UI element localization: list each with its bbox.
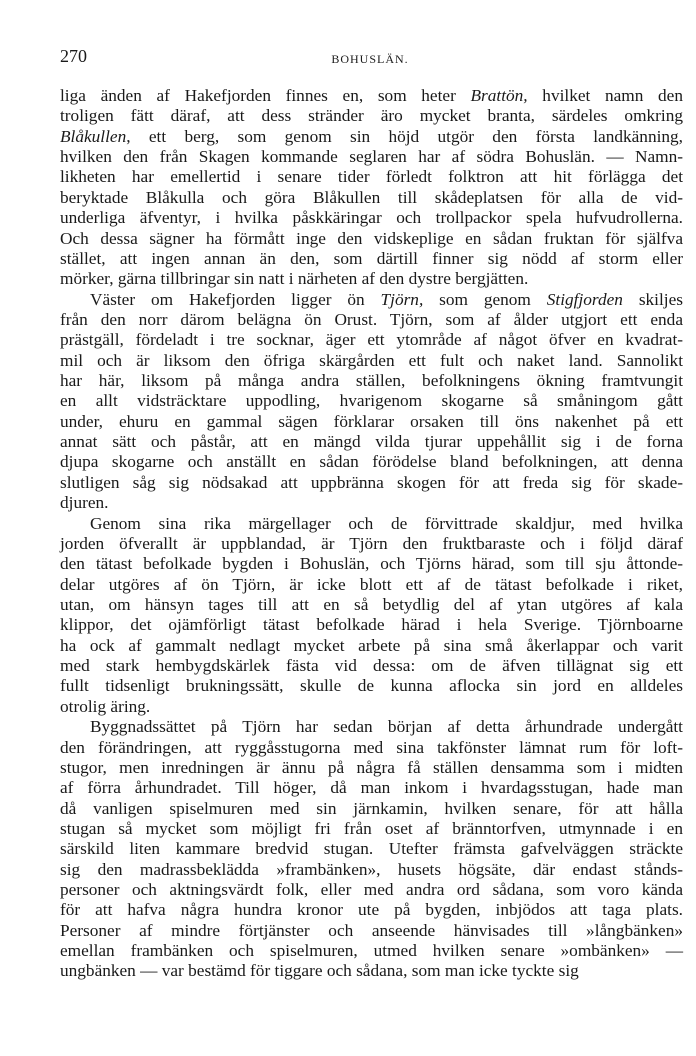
text-segment: då vanligen spiselmuren med sin järnkamin, hvilken senare, för att hålla: [60, 798, 683, 818]
text-line: [60, 534, 683, 554]
text-line: [60, 127, 683, 147]
paragraph: [60, 717, 683, 982]
text-segment: särskild liten kammare bredvid stugan. Utefter främsta gafvelväggen sträckte: [60, 839, 683, 859]
text-segment: hvilken den från Skagen kommande seglaren har af södra Bohuslän. — Namn-: [60, 147, 683, 167]
text-line: [60, 860, 683, 880]
text-line: [60, 473, 683, 493]
text-line: [60, 412, 683, 432]
body-text: [60, 86, 683, 982]
text-segment: af förra århundradet. Till höger, då man inkom i hvardagsstugan, hade man: [60, 778, 683, 798]
text-segment: den förändringen, att ryggåsstugorna med sina takfönster lämnat rum för loft-: [60, 737, 683, 757]
text-segment: jorden öfverallt är uppblandad, är Tjörn den fruktbaraste och i följd däraf: [60, 533, 683, 553]
text-line: [60, 432, 683, 452]
text-segment: mil och är liksom den öfriga skärgården ett fult och naket land. Sannolikt: [60, 350, 683, 370]
text-line: [60, 941, 683, 961]
text-segment: den tätast befolkade bygden i Bohuslän, och Tjörns härad, som till sju åttonde-: [60, 554, 683, 574]
text-line: [60, 656, 683, 676]
text-line: [60, 595, 683, 615]
text-line: [60, 697, 683, 717]
text-segment: otrolig äring.: [60, 696, 151, 716]
text-segment: emellan frambänken och spiselmuren, utmed hvilken senare »ombänken» —: [60, 941, 683, 961]
text-line: [60, 717, 683, 737]
running-title: BOHUSLÄN.: [331, 52, 409, 66]
text-segment: underliga äfventyr, i hvilka påskkäringar och trollpackor spela hufvudrollerna.: [60, 208, 683, 228]
paragraph: [60, 86, 683, 290]
italic-text: Tjörn,: [380, 289, 424, 309]
text-line: [60, 351, 683, 371]
text-segment: för att hafva några hundra kronor ute på bygden, inbjödos att taga plats.: [60, 900, 683, 920]
text-segment: likheten har emellertid i senare tider förledt folktron att hit förlägga det: [60, 167, 683, 187]
text-segment: har här, liksom på många andra ställen, befolkningens ökning framtvungit: [60, 371, 683, 391]
text-line: [60, 310, 683, 330]
text-segment: utan, om hänsyn tages till att en så betydlig del af ytan utgöres af kala: [60, 594, 683, 614]
text-segment: som genom: [423, 289, 547, 309]
text-segment: stället, att ingen annan än den, som därtill finner sig nödd af storm eller: [60, 248, 683, 268]
text-line: [60, 208, 683, 228]
page-number: 270: [60, 46, 87, 66]
text-segment: stugor, men inredningen är ännu på några få ställen densamma som i midten: [60, 757, 683, 777]
text-segment: Personer af mindre förtjänster och anseende hänvisades till »långbänken»: [60, 920, 683, 940]
text-segment: personer och aktningsvärdt folk, eller med andra ord sådana, som voro kända: [60, 880, 683, 900]
text-segment: ungbänken — var bestämd för tiggare och sådana, som man icke tyckte sig: [60, 961, 579, 981]
text-segment: ha ock af gammalt nedlagt mycket arbete på sina små åkerlappar och varit: [60, 635, 683, 655]
text-line: [60, 391, 683, 411]
paragraph: [60, 290, 683, 514]
text-line: [60, 880, 683, 900]
text-line: [60, 249, 683, 269]
text-line: [60, 799, 683, 819]
text-segment: Väster om Hakefjorden ligger ön: [90, 289, 381, 309]
text-line: [60, 819, 683, 839]
text-segment: liga änden af Hakefjorden finnes en, som heter: [60, 86, 471, 105]
text-segment: från den norr därom belägna ön Orust. Tjörn, som af ålder utgjort ett enda: [60, 309, 683, 329]
text-segment: delar utgöres af ön Tjörn, är icke blott ett af de tätast befolkade i riket,: [60, 574, 683, 594]
text-segment: sig den madrassbeklädda »frambänken», husets högsäte, där endast stånds-: [60, 859, 683, 879]
text-line: [60, 514, 683, 534]
italic-text: Blåkullen: [60, 126, 127, 146]
text-line: [60, 147, 683, 167]
text-segment: Genom sina rika märgellager och de förvittrade skaldjur, med hvilka: [90, 513, 683, 533]
text-line: [60, 554, 683, 574]
text-segment: mörker, gärna tillbringar sin natt i närheten af den dystre bergjätten.: [60, 269, 529, 289]
text-segment: Byggnadssättet på Tjörn har sedan början af detta århundrade undergått: [90, 717, 683, 737]
text-line: [60, 269, 683, 289]
text-segment: slutligen såg sig nödsakad att uppbränna skogen för att freda sig för skade-: [60, 472, 683, 492]
text-line: [60, 188, 683, 208]
italic-text: Brattön,: [470, 86, 528, 105]
text-segment: skiljes: [622, 289, 683, 309]
text-line: [60, 778, 683, 798]
text-line: [60, 961, 683, 981]
text-segment: beryktade Blåkulla och göra Blåkullen till skådeplatsen för alla de vid-: [60, 187, 683, 207]
text-segment: stugan så mycket som möjligt fri från oset af bränntorfven, utmynnade i en: [60, 818, 683, 838]
text-segment: fullt tidsenligt brukningssätt, skulle de kunna aflocka sin jord en alldeles: [60, 676, 683, 696]
text-segment: djuren.: [60, 493, 109, 513]
text-segment: annat sätt och påstår, att en mängd vilda tjurar uppehållit sig i de forna: [60, 432, 683, 452]
text-line: [60, 452, 683, 472]
text-segment: , ett berg, som genom sin höjd utgör den första landkänning,: [126, 126, 683, 146]
text-line: [60, 738, 683, 758]
text-line: [60, 839, 683, 859]
text-segment: en allt vidsträcktare uppodling, hvarigenom skogarne så småningom gått: [60, 391, 683, 411]
text-line: [60, 758, 683, 778]
text-line: [60, 371, 683, 391]
text-line: [60, 636, 683, 656]
text-segment: Och dessa sägner ha förmått inge den vidskeplige en sådan fruktan för själfva: [60, 228, 683, 248]
text-line: [60, 676, 683, 696]
text-segment: under, ehuru en gammal sägen förklarar orsaken till öns nakenhet på ett: [60, 411, 683, 431]
text-segment: troligen fätt däraf, att dess stränder äro mycket branta, särdeles omkring: [60, 106, 683, 126]
text-line: [60, 86, 683, 106]
text-line: [60, 900, 683, 920]
text-line: [60, 330, 683, 350]
text-line: [60, 167, 683, 187]
text-line: [60, 493, 683, 513]
text-line: [60, 921, 683, 941]
text-line: [60, 229, 683, 249]
text-segment: prästgäll, fördeladt i tre socknar, äger ett ytområde af något öfver en kvadrat-: [60, 330, 683, 350]
text-line: [60, 575, 683, 595]
text-line: [60, 615, 683, 635]
italic-text: Stigfjorden: [546, 289, 623, 309]
paragraph: [60, 514, 683, 718]
text-segment: djupa skogarne och anställt en sådan förödelse bland befolkningen, att denna: [60, 452, 683, 472]
text-line: [60, 290, 683, 310]
text-segment: med stark hembygdskärlek fästa vid dessa: om de äfven tillägnat sig ett: [60, 656, 683, 676]
text-line: [60, 106, 683, 126]
text-segment: klippor, det ojämförligt tätast befolkade härad i hela Sverige. Tjörnboarne: [60, 615, 683, 635]
text-segment: hvilket namn den: [527, 86, 683, 105]
